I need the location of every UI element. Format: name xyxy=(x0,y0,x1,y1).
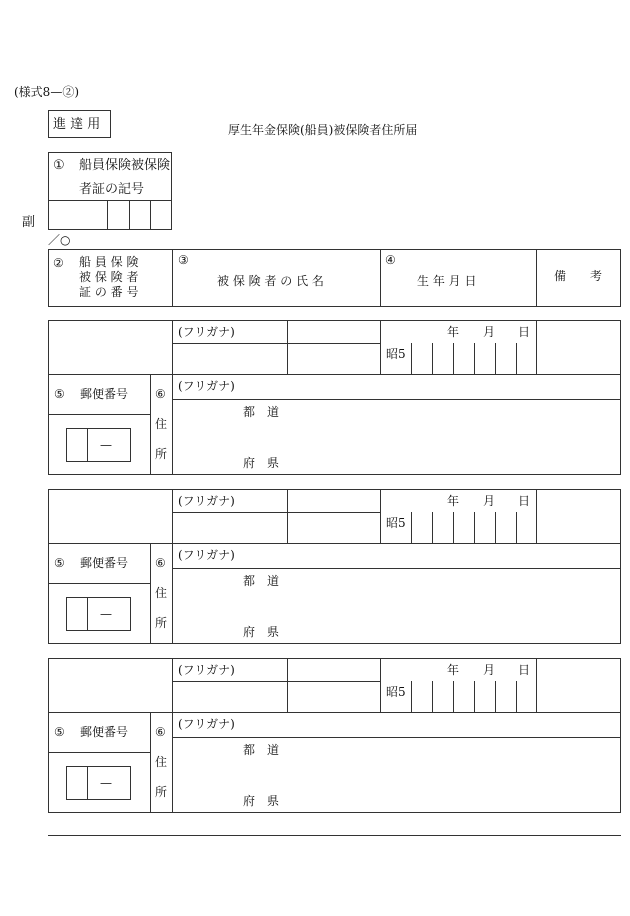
field1-line2: 者証の記号 xyxy=(79,182,145,197)
year-label: 年 xyxy=(447,663,460,677)
field1-num: ① xyxy=(53,158,65,173)
month-label: 月 xyxy=(483,494,496,508)
day-label: 日 xyxy=(518,325,531,339)
submission-label: 進 達 用 xyxy=(53,117,101,132)
postal-dash: — xyxy=(100,776,112,790)
address-furigana-label: (フリガナ) xyxy=(178,717,235,731)
day-label: 日 xyxy=(518,663,531,677)
page-title: 厚生年金保険(船員)被保険者住所届 xyxy=(228,123,418,137)
month-label: 月 xyxy=(483,663,496,677)
col2-line: 被 保 険 者 xyxy=(79,270,139,284)
era-label: 昭5 xyxy=(386,685,406,699)
col5-label: 備 考 xyxy=(554,269,603,283)
address-num: ⑥ xyxy=(155,725,166,739)
postal-label: 郵便番号 xyxy=(80,556,129,570)
postal-dash: — xyxy=(100,607,112,621)
address-label: 住 xyxy=(155,755,168,769)
prefecture-top: 都 道 xyxy=(243,743,280,757)
address-furigana-label: (フリガナ) xyxy=(178,379,235,393)
postal-code-input[interactable] xyxy=(66,597,131,631)
postal-num: ⑤ xyxy=(54,556,65,570)
record-block xyxy=(0,489,630,644)
name-furigana-label: (フリガナ) xyxy=(178,663,235,677)
header-row xyxy=(48,249,621,307)
record-block xyxy=(0,320,630,475)
name-furigana-label: (フリガナ) xyxy=(178,325,235,339)
prefecture-bottom: 府 県 xyxy=(243,625,280,639)
name-input[interactable] xyxy=(174,514,286,542)
col2-num: ② xyxy=(53,256,64,270)
address-num: ⑥ xyxy=(155,387,166,401)
postal-label: 郵便番号 xyxy=(80,725,129,739)
month-label: 月 xyxy=(483,325,496,339)
insurance-symbol-box xyxy=(48,152,172,230)
postal-dash: — xyxy=(100,438,112,452)
postal-label: 郵便番号 xyxy=(80,387,129,401)
col3-num: ③ xyxy=(178,253,189,267)
address-num: ⑥ xyxy=(155,556,166,570)
name-furigana-label: (フリガナ) xyxy=(178,494,235,508)
prefecture-top: 都 道 xyxy=(243,574,280,588)
day-label: 日 xyxy=(518,494,531,508)
year-label: 年 xyxy=(447,494,460,508)
slash-mark: ／○ xyxy=(48,233,71,247)
prefecture-bottom: 府 県 xyxy=(243,794,280,808)
address-label: 住 xyxy=(155,417,168,431)
col2-line: 船 員 保 険 xyxy=(79,255,139,269)
name-input[interactable] xyxy=(174,345,286,373)
prefecture-bottom: 府 県 xyxy=(243,456,280,470)
era-label: 昭5 xyxy=(386,347,406,361)
address-label: 所 xyxy=(155,616,168,630)
address-label: 所 xyxy=(155,785,168,799)
address-label: 住 xyxy=(155,586,168,600)
col4-num: ④ xyxy=(385,253,396,267)
postal-code-input[interactable] xyxy=(66,766,131,800)
col3-label: 被 保 険 者 の 氏 名 xyxy=(217,274,324,288)
copy-mark: 副 xyxy=(22,215,36,230)
bottom-rule xyxy=(48,835,621,836)
address-furigana-label: (フリガナ) xyxy=(178,548,235,562)
name-input[interactable] xyxy=(174,683,286,711)
era-label: 昭5 xyxy=(386,516,406,530)
address-label: 所 xyxy=(155,447,168,461)
postal-num: ⑤ xyxy=(54,387,65,401)
field1-line1: 船員保険被保険 xyxy=(79,158,171,173)
postal-num: ⑤ xyxy=(54,725,65,739)
year-label: 年 xyxy=(447,325,460,339)
record-block xyxy=(0,658,630,813)
form-id: (様式8—②) xyxy=(14,85,79,99)
prefecture-top: 都 道 xyxy=(243,405,280,419)
col2-line: 証 の 番 号 xyxy=(79,285,139,299)
submission-box xyxy=(48,110,111,138)
col4-label: 生 年 月 日 xyxy=(417,274,477,288)
postal-code-input[interactable] xyxy=(66,428,131,462)
